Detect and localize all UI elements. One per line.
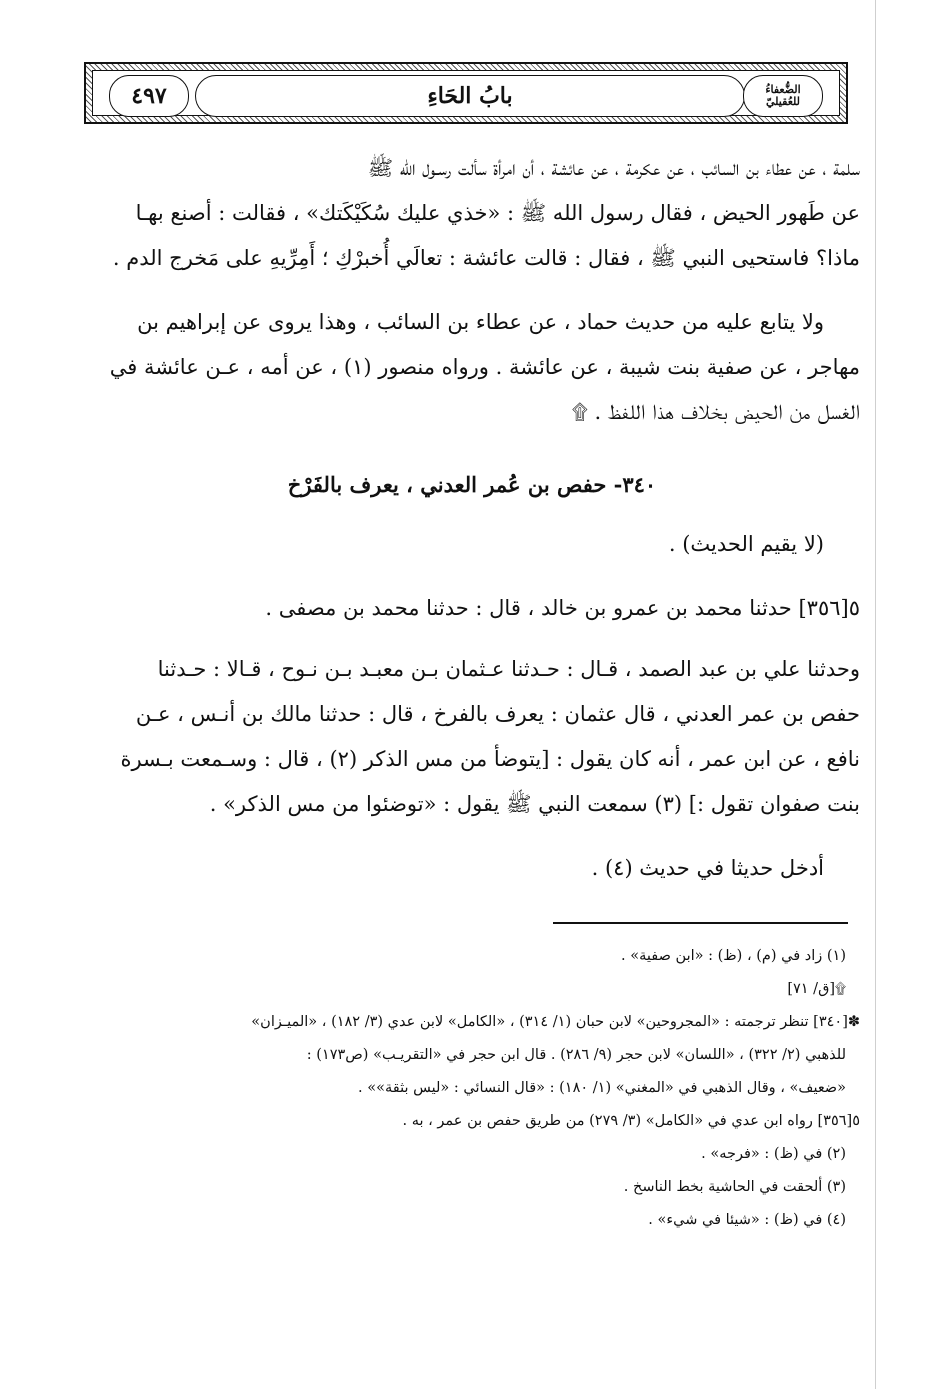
chapter-title: بابُ الحَاءِ	[427, 83, 513, 109]
text-line: ولا يتابع عليه من حديث حماد ، عن عطاء بن السائب ، وهذا يروى عن إبراهيم بن	[137, 310, 824, 334]
text-line: مهاجر ، عن صفية بنت شيبة ، عن عائشة . ورواه منصور (١) ، عن أمه ، عـن عائشة في	[109, 355, 860, 379]
page-edge-rule	[875, 0, 876, 1389]
text-line: ٥[٣٥٦] حدثنا محمد بن عمرو بن خالد ، قال : حدثنا محمد بن مصفى .	[265, 596, 860, 620]
header-frame	[92, 70, 840, 116]
top-paragraph	[84, 146, 860, 281]
book-name	[765, 84, 800, 108]
book-name-line1: الضُّعفاءُ	[765, 82, 801, 96]
footnote: (٤) في (ظ) : «شيئا في شيء» .	[648, 1212, 846, 1228]
book-name-line2: للعُقيليّ	[766, 95, 800, 108]
footnote: ۩[ق/ ٧١]	[787, 981, 846, 997]
chapter-cartouche	[195, 75, 745, 117]
hadith-paragraph	[84, 586, 860, 827]
second-paragraph	[84, 300, 860, 435]
text-line: عن طَهور الحيض ، فقال رسول الله ﷺ : «خذي عليك سُكَيْكَتك» ، فقالت : أصنع بهـا	[135, 201, 860, 225]
footnote: (٣) ألحقت في الحاشية بخط الناسخ .	[623, 1179, 846, 1195]
closing-line: أدخل حديثا في حديث (٤) .	[591, 856, 824, 880]
text-line: سلمة ، عن عطاء بن السائب ، عن عكرمة ، عن عائشة ، أن امرأة سألت رسـول الله ﷺ	[367, 156, 860, 180]
footnote-separator	[553, 922, 848, 924]
text-line: وحدثنا علي بن عبد الصمد ، قـال : حـدثنا عـثمان بـن معبـد بـن نـوح ، قـالا : حـدثنا	[157, 657, 860, 681]
footnote: ✽[٣٤٠] تنظر ترجمته : «المجروحين» لابن حبان (١/ ٣١٤) ، «الكامل» لابن عدي (٣/ ١٨٢) ، «الميـزان»	[251, 1014, 860, 1030]
book-name-cartouche	[743, 75, 823, 117]
footnotes	[84, 940, 860, 1237]
page-number-cartouche	[109, 75, 189, 117]
page-header	[84, 62, 848, 124]
footnote: (١) زاد في (م) ، (ظ) : «ابن صفية» .	[621, 948, 846, 964]
footnote: (٢) في (ظ) : «فرجه» .	[701, 1146, 846, 1162]
footnote: للذهبي (٢/ ٣٢٢) ، «اللسان» لابن حجر (٩/ ٢٨٦) . قال ابن حجر في «التقريـب» (ص١٧٣) :	[306, 1047, 846, 1063]
entry-note: (لا يقيم الحديث) .	[668, 532, 824, 556]
page-number: ٤٩٧	[131, 83, 167, 109]
text-line: الغسل من الحيض بخلاف هذا اللفظ . ۩	[571, 400, 860, 424]
footnote: «ضعيف» ، وقال الذهبي في «المغني» (١/ ١٨٠) : «قال النسائي : «ليس بثقة»» .	[358, 1080, 846, 1096]
text-line: حفص بن عمر العدني ، قال عثمان : يعرف بالفرخ ، قال : حدثنا مالك بن أنـس ، عـن	[135, 702, 860, 726]
text-line: نافع ، عن ابن عمر ، أنه كان يقول : [يتوضأ من مس الذكر (٢) ، قال : وسـمعت بـسرة	[120, 747, 860, 771]
text-line: ماذا؟ فاستحيى النبي ﷺ ، فقال : قالت عائشة : تعالَي أُخبرْكِ ؛ أَمِرِّيهِ على مَخرج الدم .	[112, 246, 860, 270]
footnote: ٥[٣٥٦] رواه ابن عدي في «الكامل» (٣/ ٢٧٩) من طريق حفص بن عمر ، به .	[402, 1113, 860, 1129]
text-line: بنت صفوان تقول :] (٣) سمعت النبي ﷺ يقول : «توضئوا من مس الذكر» .	[209, 792, 860, 816]
entry-heading: ٣٤٠- حفص بن عُمر العدني ، يعرف بالفَرْخ	[287, 472, 657, 497]
